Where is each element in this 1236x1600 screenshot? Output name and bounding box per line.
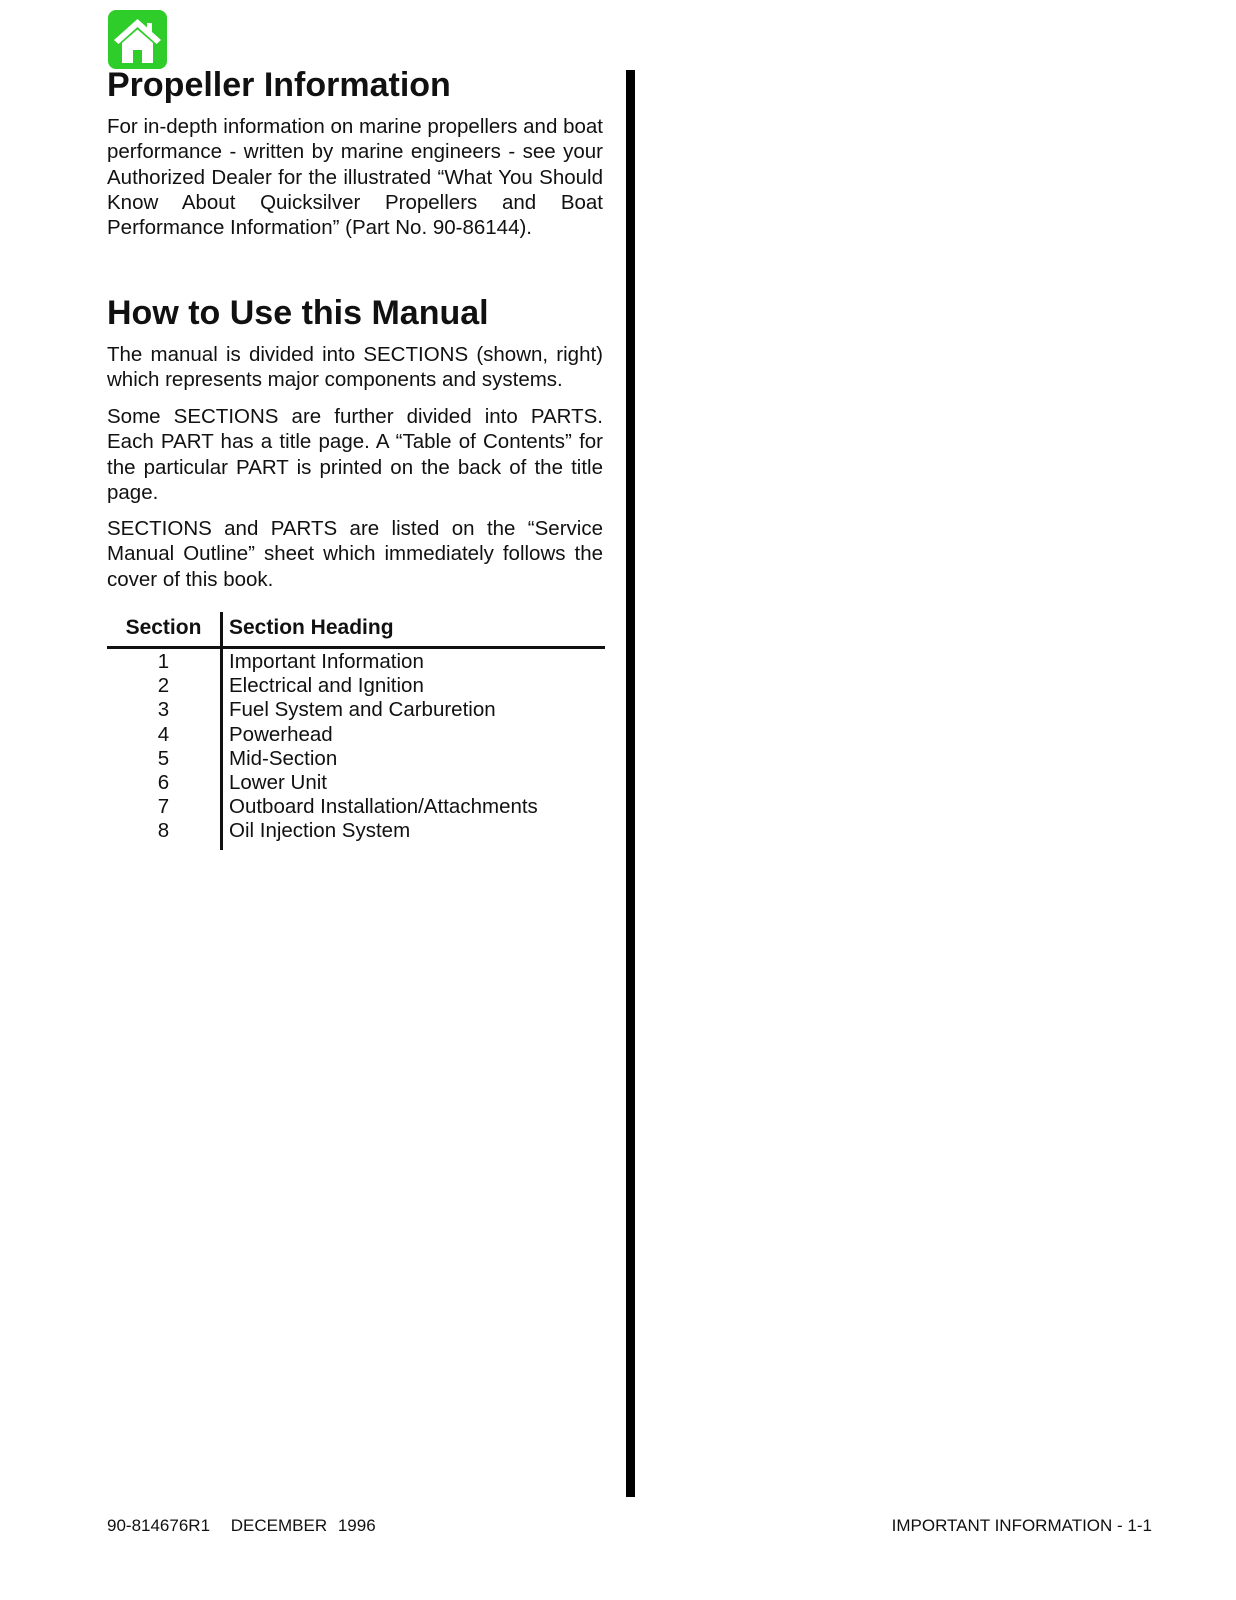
table-row (107, 747, 605, 771)
section-number: 2 (157, 674, 170, 698)
propeller-information-heading: Propeller Information (107, 66, 451, 104)
section-number: 3 (157, 698, 170, 722)
table-row (107, 650, 605, 674)
page-label: IMPORTANT INFORMATION - 1-1 (891, 1516, 1152, 1535)
section-heading: Mid-Section (229, 746, 338, 770)
table-row (107, 771, 605, 795)
section-number: 5 (157, 746, 170, 770)
table-header (107, 612, 605, 649)
section-number: 1 (157, 650, 170, 673)
section-heading: Outboard Installation/Attachments (229, 795, 538, 819)
propeller-information-text: For in-depth information on marine propellers and boat performance - written by marine engineers - see your Authorized Dealer for the illustrated “What You Should Know About Quicksilver Propellers and Boat Performance Information” (Part No. 90-86144). (107, 115, 603, 240)
section-number: 7 (157, 795, 170, 819)
manual-paragraph: SECTIONS and PARTS are listed on the “Service Manual Outline” sheet which immediately follows the cover of this book. (107, 517, 603, 591)
section-heading: Fuel System and Carburetion (229, 698, 496, 722)
section-number: 4 (157, 722, 170, 746)
column-divider-bar (626, 70, 635, 1497)
publication-date: DECEMBER 1996 (230, 1516, 376, 1535)
footer-left (107, 1516, 376, 1536)
column-header-section-heading: Section Heading (229, 616, 394, 639)
sections-table (107, 612, 605, 844)
table-row (107, 674, 605, 698)
section-heading: Important Information (229, 650, 424, 673)
table-row (107, 698, 605, 722)
section-heading: Oil Injection System (229, 819, 411, 843)
home-button[interactable] (108, 10, 167, 69)
section-heading: Lower Unit (229, 770, 327, 794)
table-row (107, 795, 605, 819)
table-row (107, 819, 605, 843)
manual-paragraph: Some SECTIONS are further divided into PARTS. Each PART has a title page. A “Table of Contents” for the particular PART is printed on the back of the title page. (107, 405, 603, 504)
table-row (107, 723, 605, 747)
how-to-use-manual-heading: How to Use this Manual (107, 294, 489, 332)
home-icon (108, 10, 167, 69)
document-number: 90-814676R1 (107, 1516, 211, 1535)
section-heading: Powerhead (229, 722, 333, 746)
section-number: 8 (157, 819, 170, 843)
section-number: 6 (157, 770, 170, 794)
section-heading: Electrical and Ignition (229, 674, 424, 698)
column-header-section: Section (125, 616, 202, 639)
manual-paragraph: The manual is divided into SECTIONS (shown, right) which represents major components and systems. (107, 343, 603, 392)
